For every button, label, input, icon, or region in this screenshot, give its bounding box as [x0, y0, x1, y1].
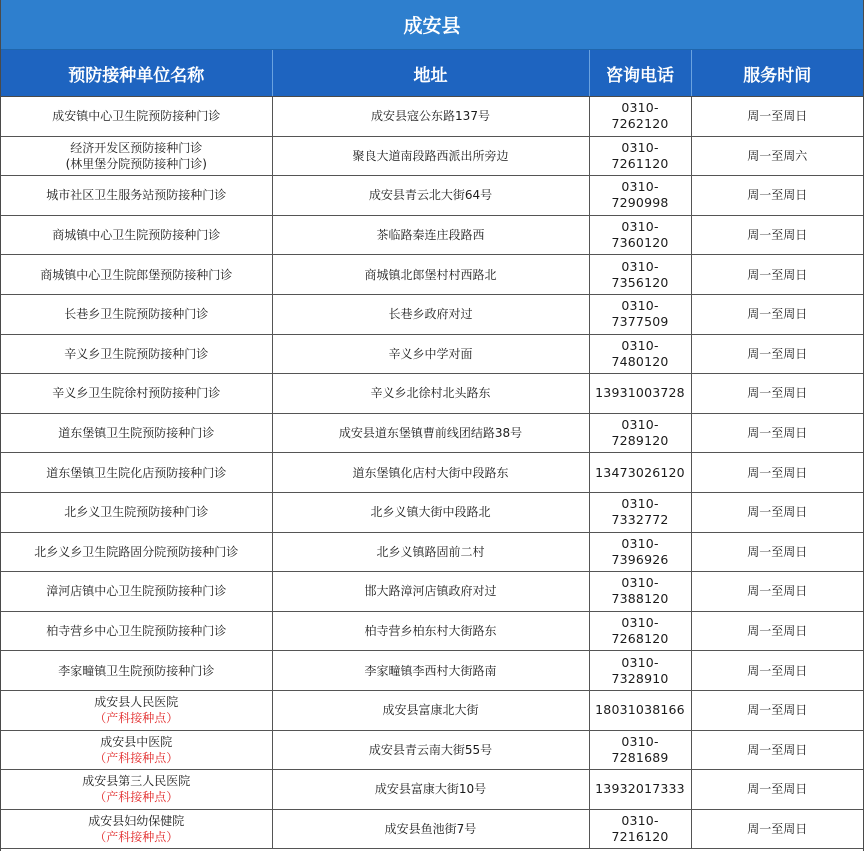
cell-service-hours: 周一至周日 — [691, 611, 863, 651]
unit-name: 长巷乡卫生院预防接种门诊 — [64, 307, 209, 322]
cell-address: 邯大路漳河店镇政府对过 — [272, 572, 589, 612]
table-header-row — [1, 50, 863, 97]
cell-unit-name — [1, 453, 272, 493]
cell-phone: 0310-7268120 — [589, 611, 691, 651]
table-row — [1, 255, 863, 295]
cell-unit-name — [1, 651, 272, 691]
unit-name: 道东堡镇卫生院化店预防接种门诊 — [46, 465, 227, 480]
table-row — [1, 572, 863, 612]
table-row — [1, 492, 863, 532]
cell-unit-name — [1, 809, 272, 849]
table-row — [1, 453, 863, 493]
cell-phone: 0310-7216120 — [589, 809, 691, 849]
cell-phone: 0310-7328910 — [589, 651, 691, 691]
table-title: 成安县 — [1, 0, 863, 50]
cell-unit-name — [1, 255, 272, 295]
cell-unit-name — [1, 294, 272, 334]
cell-address: 李家疃镇李西村大街路南 — [272, 651, 589, 691]
unit-name: 辛义乡卫生院徐村预防接种门诊 — [52, 386, 221, 401]
cell-service-hours: 周一至周日 — [691, 572, 863, 612]
unit-name: 漳河店镇中心卫生院预防接种门诊 — [46, 584, 227, 599]
table-row — [1, 413, 863, 453]
cell-phone: 13932017333 — [589, 770, 691, 810]
cell-service-hours: 周一至周日 — [691, 374, 863, 414]
cell-service-hours: 周一至周日 — [691, 651, 863, 691]
header-phone: 咨询电话 — [589, 50, 691, 97]
cell-unit-name — [1, 572, 272, 612]
cell-unit-name — [1, 492, 272, 532]
table-row — [1, 136, 863, 176]
cell-address: 商城镇北郎堡村村西路北 — [272, 255, 589, 295]
table-row — [1, 374, 863, 414]
cell-address: 成安县寇公东路137号 — [272, 97, 589, 137]
cell-service-hours: 周一至周日 — [691, 255, 863, 295]
cell-phone: 0310-7388120 — [589, 572, 691, 612]
maternity-point-note: （产科接种点） — [94, 711, 179, 726]
cell-address: 成安县道东堡镇曹前线团结路38号 — [272, 413, 589, 453]
cell-unit-name — [1, 176, 272, 216]
cell-unit-name — [1, 532, 272, 572]
table-row — [1, 334, 863, 374]
unit-name: 商城镇中心卫生院郎堡预防接种门诊 — [40, 267, 233, 282]
header-service-hours: 服务时间 — [691, 50, 863, 97]
cell-service-hours: 周一至周日 — [691, 532, 863, 572]
unit-name: 城市社区卫生服务站预防接种门诊 — [46, 188, 227, 203]
cell-service-hours: 周一至周日 — [691, 97, 863, 137]
unit-name: 辛义乡卫生院预防接种门诊 — [64, 346, 209, 361]
cell-service-hours: 周一至周日 — [691, 770, 863, 810]
header-unit-name: 预防接种单位名称 — [1, 50, 272, 97]
cell-service-hours: 周一至周日 — [691, 492, 863, 532]
cell-address: 辛义乡中学对面 — [272, 334, 589, 374]
cell-phone: 0310-7396926 — [589, 532, 691, 572]
unit-name: 成安县人民医院 — [94, 695, 179, 710]
cell-address: 茶临路秦连庄段路西 — [272, 215, 589, 255]
cell-phone: 0310-7360120 — [589, 215, 691, 255]
cell-service-hours: 周一至周日 — [691, 294, 863, 334]
cell-address: 成安县青云南大街55号 — [272, 730, 589, 770]
cell-unit-name — [1, 215, 272, 255]
cell-unit-name — [1, 611, 272, 651]
cell-service-hours: 周一至周日 — [691, 215, 863, 255]
cell-service-hours: 周一至周日 — [691, 730, 863, 770]
unit-name: 成安县第三人民医院 — [82, 774, 191, 789]
cell-phone: 0310-7356120 — [589, 255, 691, 295]
cell-unit-name — [1, 690, 272, 730]
table-row — [1, 294, 863, 334]
table-row — [1, 215, 863, 255]
cell-address: 辛义乡北徐村北头路东 — [272, 374, 589, 414]
unit-name: 成安县妇幼保健院 — [88, 813, 185, 828]
cell-address: 成安县富康大街10号 — [272, 770, 589, 810]
cell-address: 北乡义镇大街中段路北 — [272, 492, 589, 532]
cell-unit-name — [1, 730, 272, 770]
cell-address: 成安县富康北大街 — [272, 690, 589, 730]
cell-address: 道东堡镇化店村大街中段路东 — [272, 453, 589, 493]
unit-name: 经济开发区预防接种门诊 — [70, 140, 203, 155]
table-row — [1, 690, 863, 730]
unit-name: 成安县中医院 — [100, 734, 173, 749]
table-row — [1, 611, 863, 651]
unit-name: 道东堡镇卫生院预防接种门诊 — [58, 426, 215, 441]
unit-subname: (林里堡分院预防接种门诊) — [65, 156, 207, 171]
cell-phone: 0310-7332772 — [589, 492, 691, 532]
cell-service-hours: 周一至周日 — [691, 334, 863, 374]
cell-service-hours: 周一至周日 — [691, 809, 863, 849]
cell-phone: 0310-7262120 — [589, 97, 691, 137]
cell-unit-name — [1, 97, 272, 137]
cell-unit-name — [1, 136, 272, 176]
cell-phone: 0310-7261120 — [589, 136, 691, 176]
cell-unit-name — [1, 770, 272, 810]
cell-service-hours: 周一至周日 — [691, 413, 863, 453]
table-row — [1, 730, 863, 770]
table-row — [1, 651, 863, 691]
cell-address: 成安县鱼池街7号 — [272, 809, 589, 849]
cell-address: 北乡义镇路固前二村 — [272, 532, 589, 572]
cell-phone: 0310-7377509 — [589, 294, 691, 334]
table-body — [1, 97, 863, 849]
cell-phone: 13931003728 — [589, 374, 691, 414]
unit-name: 北乡义卫生院预防接种门诊 — [64, 505, 209, 520]
cell-service-hours: 周一至周日 — [691, 690, 863, 730]
cell-address: 长巷乡政府对过 — [272, 294, 589, 334]
cell-phone: 0310-7289120 — [589, 413, 691, 453]
cell-address: 成安县青云北大街64号 — [272, 176, 589, 216]
cell-unit-name — [1, 334, 272, 374]
table-row — [1, 176, 863, 216]
maternity-point-note: （产科接种点） — [94, 790, 179, 805]
cell-phone: 0310-7290998 — [589, 176, 691, 216]
cell-unit-name — [1, 374, 272, 414]
unit-name: 柏寺营乡中心卫生院预防接种门诊 — [46, 624, 227, 639]
cell-service-hours: 周一至周日 — [691, 453, 863, 493]
table-row — [1, 809, 863, 849]
cell-service-hours: 周一至周六 — [691, 136, 863, 176]
table-row — [1, 770, 863, 810]
cell-phone: 0310-7480120 — [589, 334, 691, 374]
table-row — [1, 97, 863, 137]
cell-phone: 13473026120 — [589, 453, 691, 493]
unit-name: 李家疃镇卫生院预防接种门诊 — [58, 663, 215, 678]
unit-name: 成安镇中心卫生院预防接种门诊 — [52, 109, 221, 124]
cell-phone: 0310-7281689 — [589, 730, 691, 770]
cell-unit-name — [1, 413, 272, 453]
unit-name: 商城镇中心卫生院预防接种门诊 — [52, 228, 221, 243]
cell-address: 聚良大道南段路西派出所旁边 — [272, 136, 589, 176]
header-address: 地址 — [272, 50, 589, 97]
cell-phone: 18031038166 — [589, 690, 691, 730]
unit-name: 北乡义乡卫生院路固分院预防接种门诊 — [34, 544, 239, 559]
cell-service-hours: 周一至周日 — [691, 176, 863, 216]
cell-address: 柏寺营乡柏东村大街路东 — [272, 611, 589, 651]
vaccination-units-table — [1, 50, 863, 849]
table-row — [1, 532, 863, 572]
maternity-point-note: （产科接种点） — [94, 829, 179, 844]
maternity-point-note: （产科接种点） — [94, 750, 179, 765]
